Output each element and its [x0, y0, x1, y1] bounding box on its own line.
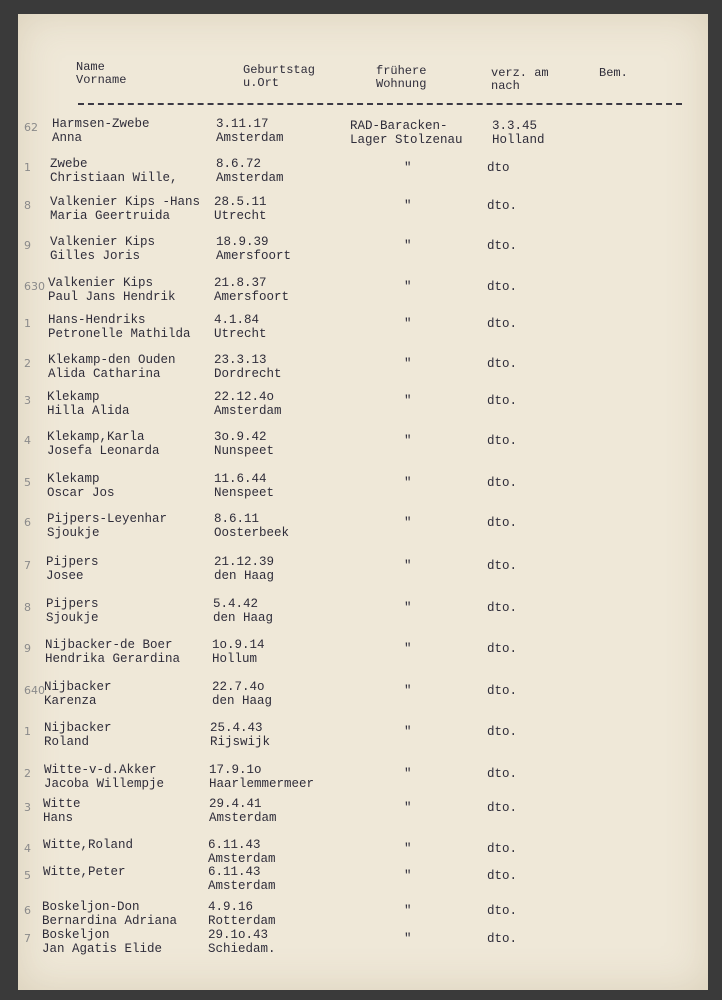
row-previous-residence: "	[404, 317, 412, 331]
row-vorname: Jan Agatis Elide	[42, 942, 163, 956]
row-previous-residence-2: Lager Stolzenau	[350, 133, 463, 147]
header-ort: u.Ort	[243, 76, 280, 90]
row-vorname: Jacoba Willempje	[44, 777, 165, 791]
row-name: Harmsen-Zwebe	[52, 117, 150, 131]
row-previous-residence: "	[404, 904, 412, 918]
row-birthdate: 6.11.43	[208, 865, 261, 879]
row-birthplace: den Haag	[213, 611, 274, 625]
row-name: Boskeljon	[42, 928, 110, 942]
row-vorname: Roland	[44, 735, 90, 749]
row-birthdate: 23.3.13	[214, 353, 267, 367]
row-moved-date: dto.	[487, 199, 518, 213]
row-previous-residence: "	[404, 842, 412, 856]
header-wohnung: Wohnung	[376, 77, 427, 91]
row-margin-number: 9	[24, 642, 31, 655]
row-name: Valkenier Kips	[50, 235, 156, 249]
row-birthplace: Amersfoort	[216, 249, 292, 263]
row-margin-number: 6	[24, 904, 31, 917]
row-birthplace: Utrecht	[214, 209, 267, 223]
row-previous-residence: "	[404, 239, 412, 253]
row-moved-date: dto.	[487, 357, 518, 371]
row-birthdate: 29.4.41	[209, 797, 262, 811]
row-birthplace: Utrecht	[214, 327, 267, 341]
row-name: Zwebe	[50, 157, 88, 171]
row-vorname: Hendrika Gerardina	[45, 652, 181, 666]
row-margin-number: 3	[24, 394, 31, 407]
row-previous-residence: "	[404, 601, 412, 615]
row-birthdate: 8.6.72	[216, 157, 262, 171]
row-margin-number: 4	[24, 434, 31, 447]
row-previous-residence: RAD-Baracken-	[350, 119, 448, 133]
row-margin-number: 1	[24, 317, 31, 330]
row-birthdate: 4.1.84	[214, 313, 260, 327]
row-moved-date: dto.	[487, 869, 518, 883]
row-vorname: Paul Jans Hendrik	[48, 290, 176, 304]
row-margin-number: 62	[24, 121, 38, 134]
row-birthdate: 21.12.39	[214, 555, 275, 569]
row-birthplace: den Haag	[212, 694, 273, 708]
row-moved-date: dto.	[487, 559, 518, 573]
row-birthplace: Amsterdam	[216, 171, 284, 185]
row-birthdate: 18.9.39	[216, 235, 269, 249]
row-margin-number: 640	[24, 684, 45, 697]
row-birthplace: Nenspeet	[214, 486, 275, 500]
row-margin-number: 2	[24, 357, 31, 370]
row-moved-date: dto.	[487, 317, 518, 331]
row-moved-date: dto.	[487, 904, 518, 918]
row-birthdate: 3.11.17	[216, 117, 269, 131]
row-moved-date: dto.	[487, 725, 518, 739]
row-name: Pijpers	[46, 597, 99, 611]
row-birthplace: Amsterdam	[214, 404, 282, 418]
row-vorname: Karenza	[44, 694, 97, 708]
row-margin-number: 7	[24, 559, 31, 572]
row-margin-number: 1	[24, 725, 31, 738]
row-birthdate: 28.5.11	[214, 195, 267, 209]
row-margin-number: 7	[24, 932, 31, 945]
row-birthplace: Dordrecht	[214, 367, 282, 381]
row-vorname: Bernardina Adriana	[42, 914, 178, 928]
row-birthplace: Amsterdam	[208, 879, 276, 893]
row-name: Klekamp	[47, 472, 100, 486]
row-birthplace: Amsterdam	[216, 131, 284, 145]
row-name: Witte,Peter	[43, 865, 126, 879]
header-name: Name	[76, 60, 105, 74]
row-birthdate: 22.7.4o	[212, 680, 265, 694]
row-previous-residence: "	[404, 476, 412, 490]
row-birthplace: Schiedam.	[208, 942, 276, 956]
row-name: Pijpers	[46, 555, 99, 569]
row-birthdate: 25.4.43	[210, 721, 263, 735]
row-vorname: Sjoukje	[46, 611, 99, 625]
row-birthplace: Hollum	[212, 652, 258, 666]
header-vorname: Vorname	[76, 73, 127, 87]
row-vorname: Alida Catharina	[48, 367, 161, 381]
row-margin-number: 3	[24, 801, 31, 814]
row-previous-residence: "	[404, 869, 412, 883]
row-name: Nijbacker	[44, 721, 112, 735]
row-margin-number: 1	[24, 161, 31, 174]
row-birthdate: 5.4.42	[213, 597, 259, 611]
row-previous-residence: "	[404, 199, 412, 213]
row-previous-residence: "	[404, 725, 412, 739]
row-vorname: Anna	[52, 131, 83, 145]
row-previous-residence: "	[404, 516, 412, 530]
row-previous-residence: "	[404, 559, 412, 573]
row-birthdate: 4.9.16	[208, 900, 254, 914]
header-fruehere: frühere	[376, 64, 427, 78]
row-birthdate: 1o.9.14	[212, 638, 265, 652]
row-previous-residence: "	[404, 357, 412, 371]
row-birthplace: den Haag	[214, 569, 275, 583]
row-margin-number: 6	[24, 516, 31, 529]
row-margin-number: 9	[24, 239, 31, 252]
row-moved-date: dto.	[487, 932, 518, 946]
row-margin-number: 5	[24, 476, 31, 489]
row-birthdate: 6.11.43	[208, 838, 261, 852]
row-name: Klekamp,Karla	[47, 430, 145, 444]
row-moved-date: dto.	[487, 801, 518, 815]
row-birthplace: Haarlemmermeer	[209, 777, 315, 791]
row-moved-date: dto.	[487, 767, 518, 781]
row-birthdate: 11.6.44	[214, 472, 267, 486]
row-vorname: Sjoukje	[47, 526, 100, 540]
row-birthplace: Rijswijk	[210, 735, 271, 749]
row-moved-date: dto.	[487, 239, 518, 253]
row-name: Witte	[43, 797, 81, 811]
row-previous-residence: "	[404, 394, 412, 408]
row-birthdate: 22.12.4o	[214, 390, 275, 404]
row-moved-date: dto	[487, 161, 510, 175]
header-divider	[78, 103, 682, 105]
row-moved-date: dto.	[487, 642, 518, 656]
header-geburtstag: Geburtstag	[243, 63, 316, 77]
row-birthplace: Amsterdam	[208, 852, 276, 866]
row-birthplace: Amsterdam	[209, 811, 277, 825]
row-name: Nijbacker	[44, 680, 112, 694]
row-moved-date: dto.	[487, 842, 518, 856]
row-previous-residence: "	[404, 801, 412, 815]
row-birthplace: Amersfoort	[214, 290, 290, 304]
row-previous-residence: "	[404, 280, 412, 294]
row-name: Witte-v-d.Akker	[44, 763, 157, 777]
header-verz-am: verz. am	[491, 66, 549, 80]
row-vorname: Christiaan Wille,	[50, 171, 178, 185]
row-moved-date: dto.	[487, 516, 518, 530]
row-name: Valkenier Kips	[48, 276, 154, 290]
row-margin-number: 8	[24, 601, 31, 614]
row-birthdate: 17.9.1o	[209, 763, 262, 777]
row-vorname: Josee	[46, 569, 84, 583]
row-name: Klekamp-den Ouden	[48, 353, 176, 367]
row-vorname: Gilles Joris	[50, 249, 141, 263]
row-vorname: Maria Geertruida	[50, 209, 171, 223]
row-birthplace: Rotterdam	[208, 914, 276, 928]
row-margin-number: 4	[24, 842, 31, 855]
row-birthdate: 21.8.37	[214, 276, 267, 290]
row-name: Nijbacker-de Boer	[45, 638, 173, 652]
row-moved-date: dto.	[487, 394, 518, 408]
row-name: Witte,Roland	[43, 838, 134, 852]
row-previous-residence: "	[404, 161, 412, 175]
row-margin-number: 8	[24, 199, 31, 212]
row-vorname: Josefa Leonarda	[47, 444, 160, 458]
row-vorname: Hilla Alida	[47, 404, 130, 418]
row-margin-number: 5	[24, 869, 31, 882]
row-name: Valkenier Kips -Hans	[50, 195, 201, 209]
row-name: Klekamp	[47, 390, 100, 404]
row-moved-date: 3.3.45	[492, 119, 538, 133]
row-previous-residence: "	[404, 434, 412, 448]
row-birthdate: 29.1o.43	[208, 928, 269, 942]
row-moved-date: dto.	[487, 601, 518, 615]
row-birthdate: 3o.9.42	[214, 430, 267, 444]
row-margin-number: 630	[24, 280, 45, 293]
row-moved-date: dto.	[487, 476, 518, 490]
row-vorname: Hans	[43, 811, 74, 825]
row-birthplace: Oosterbeek	[214, 526, 290, 540]
row-previous-residence: "	[404, 684, 412, 698]
row-name: Hans-Hendriks	[48, 313, 146, 327]
header-bem: Bem.	[599, 66, 628, 80]
row-previous-residence: "	[404, 932, 412, 946]
row-previous-residence: "	[404, 642, 412, 656]
row-moved-date: dto.	[487, 280, 518, 294]
row-birthplace: Nunspeet	[214, 444, 275, 458]
row-moved-date: dto.	[487, 434, 518, 448]
row-vorname: Petronelle Mathilda	[48, 327, 191, 341]
row-moved-date: dto.	[487, 684, 518, 698]
row-previous-residence: "	[404, 767, 412, 781]
row-name: Boskeljon-Don	[42, 900, 140, 914]
row-moved-to: Holland	[492, 133, 545, 147]
row-name: Pijpers-Leyenhar	[47, 512, 168, 526]
header-nach: nach	[491, 79, 520, 93]
row-vorname: Oscar Jos	[47, 486, 115, 500]
row-margin-number: 2	[24, 767, 31, 780]
row-birthdate: 8.6.11	[214, 512, 260, 526]
